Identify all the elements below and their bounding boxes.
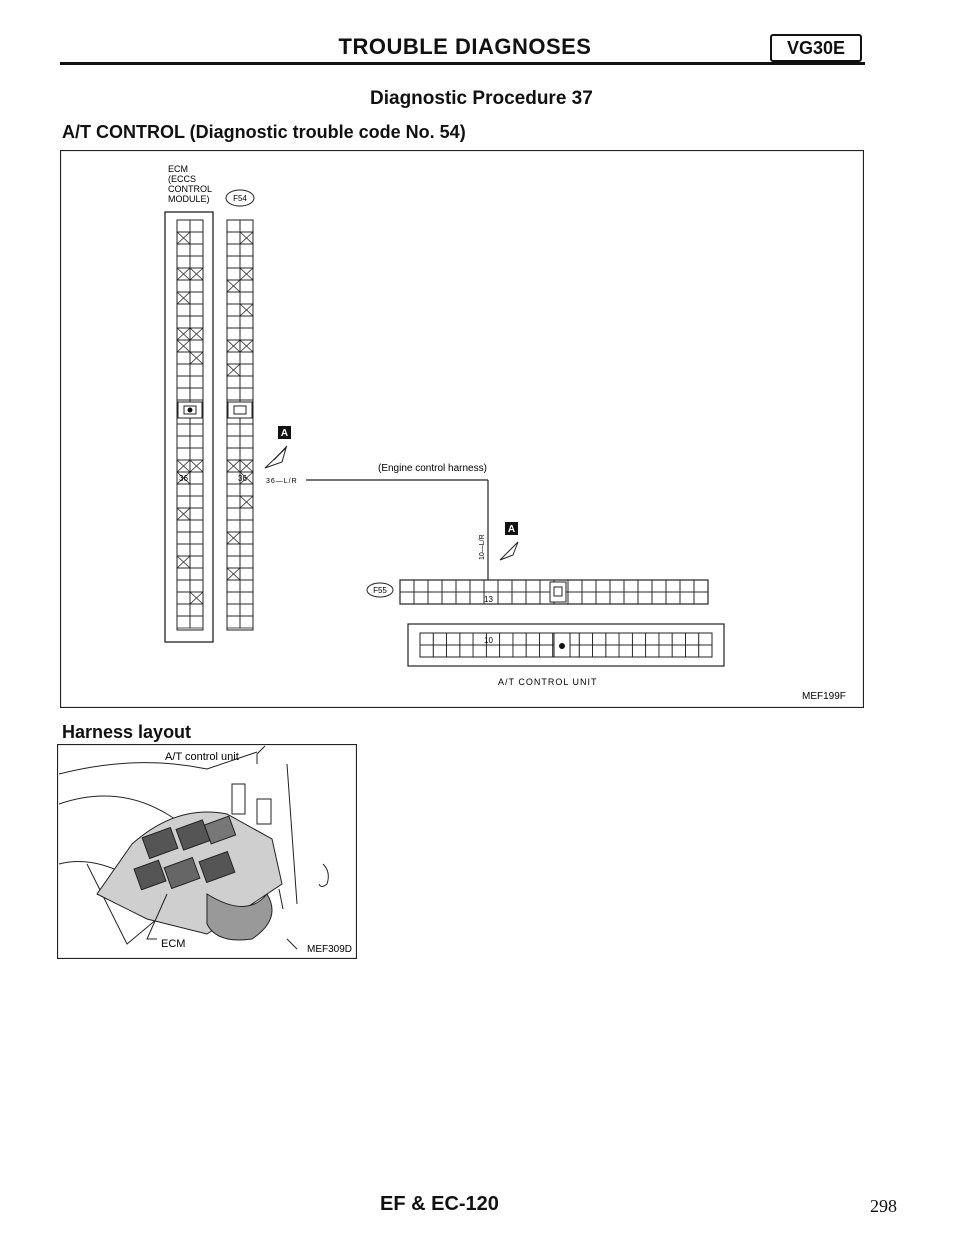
connector-cavity	[190, 292, 203, 304]
connector-cavity	[579, 645, 592, 657]
footer-page-number: 298	[870, 1196, 897, 1216]
connector-cavity	[460, 645, 473, 657]
connector-cavity	[433, 633, 446, 645]
connector-cavity	[227, 544, 240, 556]
connector-f54-tag	[226, 190, 254, 206]
connector-cavity	[240, 292, 253, 304]
connector-cavity	[610, 580, 624, 592]
connector-cavity	[190, 232, 203, 244]
connector-cavity	[177, 616, 190, 628]
connector-cavity	[227, 268, 240, 280]
engine-harness-label: (Engine control harness)	[378, 463, 487, 474]
connector-cavity	[685, 633, 698, 645]
connector-cavity	[227, 556, 240, 568]
connector-cavity	[240, 556, 253, 568]
connector-cavity	[190, 604, 203, 616]
connector-cavity	[596, 580, 610, 592]
connector-cavity	[190, 340, 203, 352]
connector-cavity	[177, 304, 190, 316]
connector-cavity	[240, 568, 253, 580]
footer-section-code: EF & EC-120	[380, 1193, 499, 1215]
connector-cavity	[240, 328, 253, 340]
connector-cavity	[190, 256, 203, 268]
procedure-title: Diagnostic Procedure 37	[370, 88, 593, 109]
connector-cavity	[596, 592, 610, 604]
connector-cavity	[227, 316, 240, 328]
connector-f55-tag	[367, 583, 393, 597]
connector-cavity	[652, 580, 666, 592]
connector-cavity	[694, 592, 708, 604]
connector-cavity	[638, 580, 652, 592]
harness-layout-title: Harness layout	[62, 722, 192, 742]
connector-cavity	[240, 532, 253, 544]
connector-cavity	[456, 580, 470, 592]
connector-f55-row	[400, 580, 708, 604]
connector-cavity	[190, 388, 203, 400]
connector-cavity	[177, 604, 190, 616]
connector-cavity	[240, 244, 253, 256]
connector-cavity	[473, 645, 486, 657]
connector-cavity	[526, 580, 540, 592]
connector-cavity	[190, 508, 203, 520]
connector-cavity	[190, 436, 203, 448]
connector-cavity	[659, 645, 672, 657]
connector-cavity	[190, 532, 203, 544]
connector-cavity	[240, 352, 253, 364]
connector-cavity	[652, 592, 666, 604]
connector-cavity	[456, 592, 470, 604]
connector-cavity	[632, 633, 645, 645]
ecm-right-key	[228, 402, 252, 418]
connector-cavity	[526, 592, 540, 604]
connector-cavity	[177, 580, 190, 592]
connector-cavity	[240, 376, 253, 388]
connector-cavity	[190, 304, 203, 316]
connector-cavity	[227, 424, 240, 436]
connector-cavity	[227, 388, 240, 400]
connector-cavity	[484, 580, 498, 592]
connector-cavity	[190, 472, 203, 484]
ref-a-label-2: A	[507, 524, 516, 535]
connector-cavity	[447, 645, 460, 657]
connector-cavity	[420, 633, 433, 645]
connector-cavity	[177, 280, 190, 292]
connector-cavity	[460, 633, 473, 645]
connector-cavity	[177, 484, 190, 496]
connector-cavity	[177, 436, 190, 448]
connector-cavity	[400, 580, 414, 592]
connector-cavity	[442, 592, 456, 604]
connector-cavity	[240, 316, 253, 328]
connector-cavity	[646, 633, 659, 645]
harness-label-ecm: ECM	[161, 938, 186, 950]
connector-cavity	[227, 604, 240, 616]
connector-cavity	[227, 508, 240, 520]
ecm-connector-right	[227, 220, 253, 630]
page-header-title: TROUBLE DIAGNOSES	[338, 34, 592, 59]
ecm-right-pin-36: 36	[238, 474, 247, 483]
connector-cavity	[512, 592, 526, 604]
connector-cavity	[177, 244, 190, 256]
connector-cavity	[610, 592, 624, 604]
connector-cavity	[227, 484, 240, 496]
connector-cavity	[240, 424, 253, 436]
connector-cavity	[177, 520, 190, 532]
connector-cavity	[699, 645, 712, 657]
connector-cavity	[632, 645, 645, 657]
connector-cavity	[624, 580, 638, 592]
connector-cavity	[227, 496, 240, 508]
connector-cavity	[512, 580, 526, 592]
connector-cavity	[240, 616, 253, 628]
connector-cavity	[227, 304, 240, 316]
connector-cavity	[539, 645, 552, 657]
connector-cavity	[240, 364, 253, 376]
harness-figure-code: MEF309D	[307, 944, 353, 955]
connector-cavity	[442, 580, 456, 592]
connector-cavity	[240, 220, 253, 232]
reference-a-marker-unit	[500, 522, 518, 560]
connector-cavity	[227, 376, 240, 388]
connector-cavity	[177, 496, 190, 508]
connector-cavity	[190, 544, 203, 556]
connector-cavity	[240, 448, 253, 460]
connector-cavity	[177, 388, 190, 400]
connector-cavity	[638, 592, 652, 604]
connector-cavity	[190, 496, 203, 508]
connector-cavity	[606, 633, 619, 645]
wire-label-vertical: 10—L/R	[479, 534, 486, 560]
connector-cavity	[177, 352, 190, 364]
connector-cavity	[240, 436, 253, 448]
connector-cavity	[624, 592, 638, 604]
connector-cavity	[190, 244, 203, 256]
connector-cavity	[526, 645, 539, 657]
connector-cavity	[699, 633, 712, 645]
connector-cavity	[672, 633, 685, 645]
connector-cavity	[486, 645, 499, 657]
wire-label-36: 36—L/R	[266, 478, 298, 485]
connector-cavity	[593, 645, 606, 657]
connector-cavity	[470, 592, 484, 604]
connector-cavity	[646, 645, 659, 657]
connector-f54-label: F54	[233, 194, 247, 203]
connector-cavity	[227, 352, 240, 364]
connector-cavity	[240, 604, 253, 616]
connector-cavity	[177, 220, 190, 232]
connector-cavity	[177, 364, 190, 376]
ref-a-label-1: A	[280, 428, 289, 439]
connector-cavity	[240, 508, 253, 520]
connector-cavity	[240, 544, 253, 556]
connector-cavity	[672, 645, 685, 657]
connector-cavity	[190, 616, 203, 628]
connector-cavity	[526, 633, 539, 645]
connector-cavity	[240, 256, 253, 268]
header-rule	[60, 62, 865, 65]
connector-cavity	[568, 592, 582, 604]
connector-cavity	[177, 424, 190, 436]
connector-cavity	[227, 592, 240, 604]
connector-cavity	[500, 645, 513, 657]
harness-layout-illustration	[57, 744, 357, 959]
f55-pin-13: 13	[484, 595, 493, 604]
connector-cavity	[240, 520, 253, 532]
connector-cavity	[568, 580, 582, 592]
connector-cavity	[177, 544, 190, 556]
connector-cavity	[227, 448, 240, 460]
connector-cavity	[680, 580, 694, 592]
connector-cavity	[400, 592, 414, 604]
connector-cavity	[177, 532, 190, 544]
connector-cavity	[190, 376, 203, 388]
connector-cavity	[190, 280, 203, 292]
connector-cavity	[177, 592, 190, 604]
connector-cavity	[227, 232, 240, 244]
ecm-label-line-3: CONTROL	[168, 184, 213, 194]
connector-cavity	[177, 256, 190, 268]
connector-cavity	[240, 484, 253, 496]
connector-cavity	[414, 592, 428, 604]
ecm-left-pin-36: 36	[179, 474, 188, 483]
connector-cavity	[227, 292, 240, 304]
connector-cavity	[428, 580, 442, 592]
harness-label-at-unit: A/T control unit	[165, 751, 239, 763]
connector-cavity	[177, 316, 190, 328]
connector-cavity	[666, 580, 680, 592]
connector-cavity	[579, 633, 592, 645]
ecm-connector-left	[165, 212, 213, 642]
section-title: A/T CONTROL (Diagnostic trouble code No. 54)	[62, 122, 466, 142]
connector-cavity	[240, 592, 253, 604]
connector-cavity	[190, 424, 203, 436]
connector-cavity	[513, 645, 526, 657]
connector-f55-label: F55	[373, 586, 387, 595]
ecm-left-key-dot	[188, 408, 193, 413]
connector-cavity	[582, 592, 596, 604]
connector-cavity	[227, 580, 240, 592]
connector-cavity	[582, 580, 596, 592]
ecm-label-line-2: (ECCS	[168, 174, 197, 184]
connector-cavity	[227, 616, 240, 628]
connector-cavity	[470, 580, 484, 592]
connector-cavity	[190, 568, 203, 580]
connector-cavity	[190, 220, 203, 232]
connector-cavity	[513, 633, 526, 645]
connector-cavity	[685, 645, 698, 657]
connector-cavity	[190, 448, 203, 460]
connector-cavity	[539, 633, 552, 645]
wiring-diagram	[60, 150, 864, 708]
ecm-right-cells	[227, 220, 253, 628]
connector-cavity	[227, 244, 240, 256]
unit-pin-10: 10	[484, 636, 493, 645]
connector-cavity	[680, 592, 694, 604]
connector-cavity	[190, 556, 203, 568]
unit-key-dot	[559, 643, 565, 649]
connector-cavity	[500, 633, 513, 645]
connector-cavity	[177, 448, 190, 460]
connector-cavity	[190, 484, 203, 496]
connector-cavity	[619, 633, 632, 645]
connector-cavity	[447, 633, 460, 645]
connector-cavity	[190, 520, 203, 532]
connector-cavity	[240, 388, 253, 400]
ecm-label-line-4: MODULE)	[168, 194, 210, 204]
connector-cavity	[414, 580, 428, 592]
at-control-unit-connector	[408, 624, 724, 666]
connector-cavity	[190, 580, 203, 592]
connector-cavity	[694, 580, 708, 592]
engine-model-badge: VG30E	[770, 34, 862, 62]
connector-cavity	[190, 364, 203, 376]
connector-cavity	[227, 436, 240, 448]
connector-cavity	[498, 592, 512, 604]
connector-cavity	[227, 328, 240, 340]
connector-cavity	[659, 633, 672, 645]
reference-a-marker-ecm	[265, 426, 291, 468]
connector-cavity	[177, 568, 190, 580]
ecm-left-cells	[177, 220, 203, 628]
connector-cavity	[240, 280, 253, 292]
connector-cavity	[177, 376, 190, 388]
connector-cavity	[227, 220, 240, 232]
connector-cavity	[498, 580, 512, 592]
connector-cavity	[428, 592, 442, 604]
connector-cavity	[619, 645, 632, 657]
connector-cavity	[227, 256, 240, 268]
diagram-figure-code: MEF199F	[802, 691, 846, 702]
connector-cavity	[593, 633, 606, 645]
connector-cavity	[606, 645, 619, 657]
connector-cavity	[190, 316, 203, 328]
at-control-unit-label: A/T CONTROL UNIT	[498, 677, 598, 687]
connector-cavity	[240, 580, 253, 592]
ecm-label-line-1: ECM	[168, 164, 188, 174]
connector-cavity	[433, 645, 446, 657]
connector-cavity	[227, 520, 240, 532]
connector-cavity	[420, 645, 433, 657]
connector-cavity	[666, 592, 680, 604]
